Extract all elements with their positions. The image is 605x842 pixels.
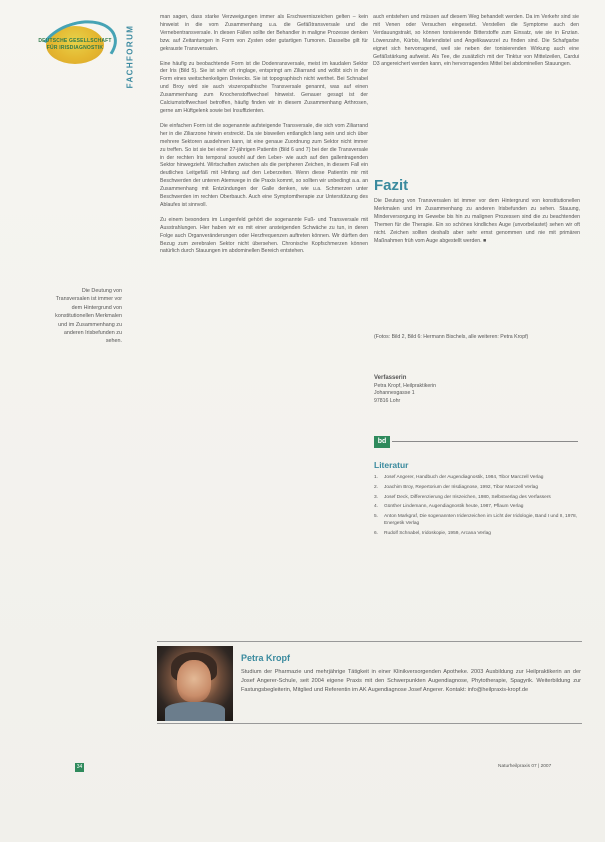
paragraph: Die einfachen Form ist die sogenannte aufsteigende Transversale, die sich vom Ziliarrand her in die Ziliarzone hinein erstreckt. Da sie bisweilen entlanglich lang sein und sich über mehrere Sektoren ausdehnen kann, ist eine genaue Zuordnung zum Sektor nicht immer zu treffen. So ist sie bei einer 27-jährigen Patientin (Bild 6 und 7) bei der die Transversale in der rechten Iris temporal sowohl auf den Leber- wie auch auf den gallentragenden Sektor hinwegzieht. Wirtschaften zwischen als die peripheren Zeichen, in diesem Fall ein deutliches Leitgefäß mit Hinfang auf den Leberzeiten. Wenn diese Patientin mir mit Beschwerden der unteren Atemwege in die Praxis kommt, so sollten wir unbedingt a.a. an Zusammenhang mit Entzündungen der Galle denken, wie u.a. Schmerzen unter Beschwerden im rechten Oberbauch. Auch eine Symptomtherapie zur Unterstützung des Ablaufes ist sinnvoll. [160, 122, 368, 208]
author-block [374, 375, 580, 405]
bio-divider-top [157, 641, 582, 642]
author-line: 97816 Lohr [374, 397, 401, 404]
paragraph: Eine häufig zu beobachtende Form ist die Dodenransversale, meist im kaudalen Sektor der Iris (Bild 5). Sie ist sehr oft ringlage, entspringt am Ziliarrand und wölbt sich in der Form eines weitschenkeligen Dreiecks. Sie ist topographisch nicht werthet. Bei Schnabel und Broy wird sie auch viszeropathische Transversale genannt, was auf einen Zusammenhang zum Knochenstoffwechsel hinweist. Genauer gesagt ist der Calciumstoffwechsel betroffen, häufig finden wir in diesem Zusammenhang Arthrosen, gerne am Hüftgelenk sowie bei Insuffizienten. [160, 60, 368, 114]
footer-publication: Naturheilpraxis 07 | 2007 [498, 764, 552, 769]
paragraph: auch entstehen und müssen auf diesem Weg behandelt werden. Da im Verkehr sind sie mit Venen oder Versuchen eingesetzt. Verstellen die Symptome auch den Verdauungstrakt, so können tonisierende Bitterstoffe zum Einsatz, wie sie in Enzian. Löwenzahn, Kürbis, Mariendistel und Angelikawurzel zu finden sind. Die Schafgarbe eignet sich hervorragend, weil sie neben der tonisierenden Wirkung auch eine Gefäßstärkung aufweist. Als Tee, die zusätzlich mit der Tinktur von Mittelzeilen, Cardui D3 angereichert werden kann, ein hervorragendes Mittel bei abdominellen Stauungen. [373, 14, 579, 68]
author-line: Petra Kropf, Heilpraktikerin [374, 382, 436, 389]
literature-list [374, 475, 580, 541]
fazit-paragraph: Die Deutung von Transversalen ist immer vor dem Hintergrund von konstitutionellen Merkmalen und im Zusammenhang zu anderen Irisbefunden zu sehen. Stauung, Minderversorgung im Gewebe bis hin zu malignen Prozessen sind die zu beachtenden Themen für die Therapie. Ein so schönes kindliches Auge (unvorbelastet) sehen wir oft nicht. Zeichen sollten deshalb aber sehr ernst genommen und nie mit primären Maßnahmen früh vom Auge abgestellt werden. ■ [374, 198, 580, 244]
literature-item: 1. Josef Angerer, Handbuch der Augendiagnostik, 1984, Tibor Marczell Verlag [374, 475, 544, 480]
paragraph: Zu einem besonders im Lungenfeld gehört die sogenannte Fuß- und Transversale mit Ausstrahlungen. Hier haben wir es mit einer ansteigenden Schwäche zu tun, in deren Folge auch Organveränderungen oder Herzfrequenzen auftreten können. Wir dürften den Bezug zum zerebralen Sektor nicht übersehen. Chronische Kopfschmerzen können natürlich durch Stauungen im abdominellen Bereich entstehen. [160, 216, 368, 255]
association-logo [36, 22, 114, 68]
literature-icon: bd [374, 436, 390, 448]
article-column-right [373, 14, 579, 76]
bio-text: Studium der Pharmazie und mehrjährige Tätigkeit in einer Klinikversorgenden Apotheke. 2003 Ausbildung zur Heilpraktikerin an der Josef Angerer-Schule, seit 2004 eigene Praxis mit den Schwerpunkten Augendiagnose, Phytotherapie, Spagyrik. Weiterbildung zur Fastungsbegleiterin, Mitglied und Referentin im AK Augendiagnose Josef Angerer. Kontakt: info@heilpraxis-kropf.de [241, 669, 581, 694]
literature-item: 2. Joachim Broy, Repertorium der Irisdiagnose, 1992, Tibor Marczell Verlag [374, 484, 539, 490]
literature-item: 6. Rudolf Schnabel, Iridoskopie, 1959, Arcana Verlag [374, 530, 491, 536]
bio-name: Petra Kropf [241, 653, 291, 663]
bio-divider-bottom [157, 723, 582, 724]
article-column-left [160, 14, 368, 263]
photo-shirt-shape [165, 702, 225, 721]
literature-item: 4. Günther Lindemann, Augendiagnostik heute, 1987, Pflaum Verlag [374, 504, 524, 510]
photo-credits: (Fotos: Bild 2, Bild 6: Hermann Bischels, alle weiteren: Petra Kropf) [374, 334, 529, 340]
paragraph: man sagen, dass starke Verzweigungen immer als Erschwerniszeichen gelten – kein hinweist in die vom Zusammenhang u.a. die Gefäßtransversale und die Vernebentransversale. In diesen Fällen sollte der Behandler in maligne Prozesse denken bzw. auf Zeitantungen in Form von Zysten oder gutartigen Tumoren. Dasselbe gilt für gekrauste Transversalen. [160, 14, 368, 52]
section-label [123, 14, 137, 104]
literature-item: 3. Josef Deck, Differenzierung der Iriszeichen, 1980, Selbstverlag des Verfassers [374, 494, 551, 500]
author-line: Johannesgasse 1 [374, 390, 415, 397]
author-photo [157, 646, 233, 721]
section-label-text: FACHFORUM [125, 24, 135, 89]
page-number: 34 [76, 764, 83, 770]
logo-text-line2: FÜR IRISDIAGNOSTIK [46, 45, 104, 51]
literature-heading: Literatur [374, 460, 409, 470]
photo-face-shape [177, 660, 211, 702]
literature-divider [392, 441, 578, 442]
logo-text-line1: DEUTSCHE GESELLSCHAFT [38, 38, 112, 44]
pull-quote: Die Deutung von Transversalen ist immer vor dem Hintergrund von konstitutionellen Merkmalen und im Zusammenhang zu anderen Irisbefunden zu sehen. [55, 288, 122, 345]
author-heading: Verfasserin [374, 375, 407, 381]
fazit-body [374, 198, 580, 252]
literature-item: 5. Anton Markgraf, Die sogenannten Iridenzeichen im Licht der Iridologie, Band I und II, 1978, Energetik Verlag [374, 514, 578, 526]
fazit-heading: Fazit [374, 177, 409, 194]
